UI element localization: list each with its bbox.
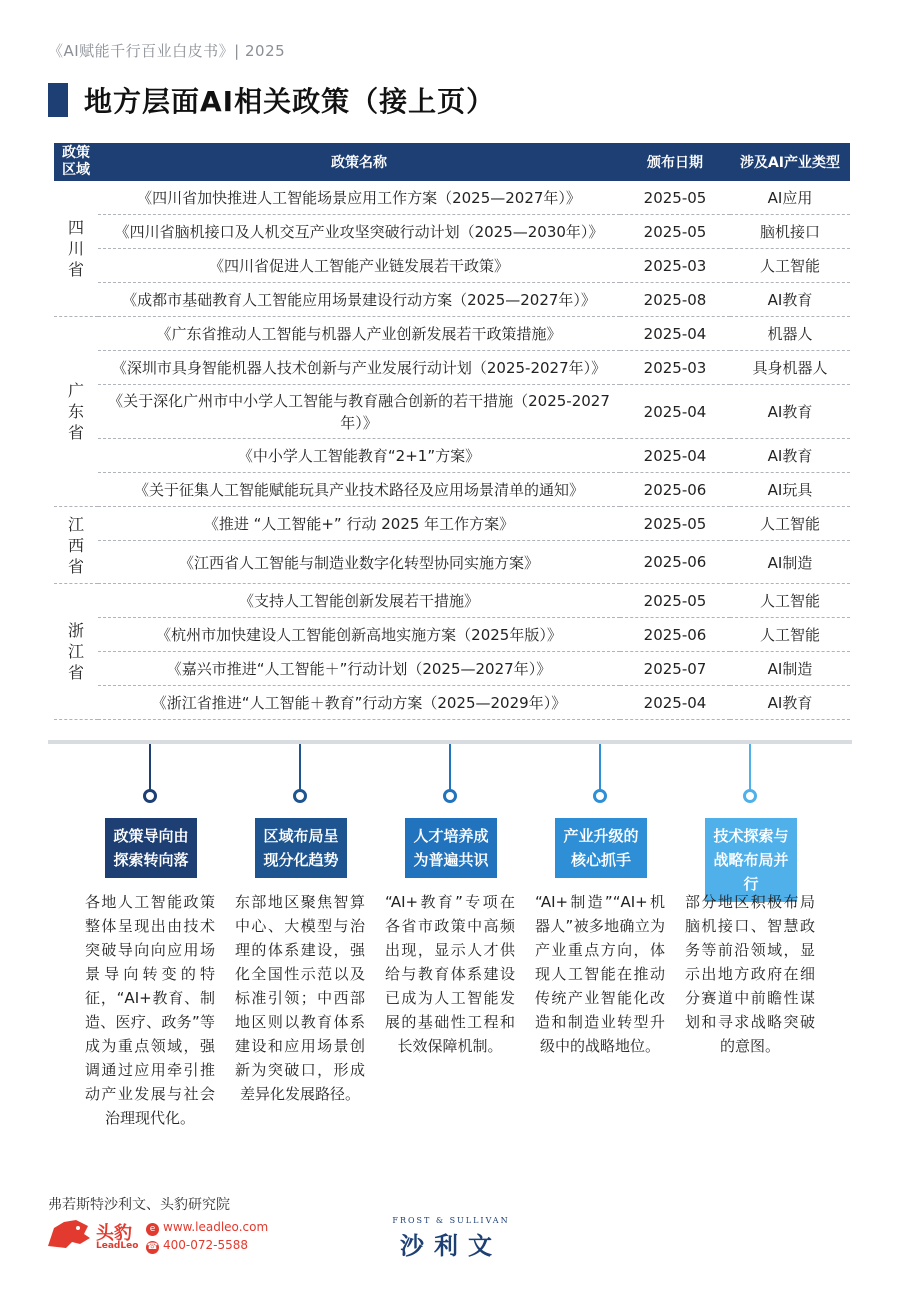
timeline-stem	[749, 744, 751, 790]
leadleo-logo-icon	[44, 1216, 94, 1252]
policy-date: 2025-04	[620, 686, 730, 720]
policy-table	[54, 143, 850, 720]
policy-type: AI教育	[730, 283, 850, 317]
policy-type: AI制造	[730, 541, 850, 584]
policy-name: 《江西省人工智能与制造业数字化转型协同实施方案》	[98, 541, 620, 584]
website-text: www.leadleo.com	[163, 1220, 269, 1234]
header-region: 政策区域	[54, 143, 98, 181]
policy-type: 具身机器人	[730, 351, 850, 385]
policy-date: 2025-05	[620, 584, 730, 618]
policy-name: 《四川省促进人工智能产业链发展若干政策》	[98, 249, 620, 283]
region-cell: 广东省	[54, 317, 98, 507]
insight-text: 各地人工智能政策整体呈现出由技术突破导向向应用场景导向转变的特征，“AI+教育、制造、医疗、政务”等成为重点领域，强调通过应用牵引推动产业发展与社会治理现代化。	[85, 893, 215, 1127]
policy-type: AI应用	[730, 181, 850, 215]
policy-type: AI制造	[730, 652, 850, 686]
policy-type: AI教育	[730, 439, 850, 473]
table-row	[54, 507, 850, 541]
phone-icon: ☎	[146, 1242, 159, 1252]
frost-sullivan-logo-en: FROST & SULLIVAN	[392, 1216, 510, 1225]
policy-type: 脑机接口	[730, 215, 850, 249]
region-cell: 浙江省	[54, 584, 98, 720]
website-contact[interactable]	[146, 1220, 268, 1236]
policy-name: 《嘉兴市推进“人工智能＋”行动计划（2025—2027年）》	[98, 652, 620, 686]
table-row	[54, 541, 850, 584]
table-row	[54, 351, 850, 385]
policy-type: 人工智能	[730, 507, 850, 541]
policy-name: 《四川省脑机接口及人机交互产业攻坚突破行动计划（2025—2030年）》	[98, 215, 620, 249]
table-row	[54, 473, 850, 507]
policy-date: 2025-04	[620, 439, 730, 473]
policy-date: 2025-05	[620, 507, 730, 541]
table-row	[54, 584, 850, 618]
policy-type: AI教育	[730, 686, 850, 720]
header-date: 颁布日期	[620, 143, 730, 181]
header-name: 政策名称	[98, 143, 620, 181]
source-note: 弗若斯特沙利文、头豹研究院	[48, 1197, 230, 1213]
page-title: 地方层面AI相关政策（接上页）	[84, 85, 496, 118]
policy-date: 2025-06	[620, 473, 730, 507]
policy-type: 人工智能	[730, 249, 850, 283]
policy-name: 《广东省推动人工智能与机器人产业创新发展若干政策措施》	[98, 317, 620, 351]
table-row	[54, 181, 850, 215]
timeline-dot	[143, 789, 157, 803]
policy-type: 人工智能	[730, 618, 850, 652]
table-row	[54, 385, 850, 439]
policy-name: 《成都市基础教育人工智能应用场景建设行动方案（2025—2027年）》	[98, 283, 620, 317]
policy-name: 《中小学人工智能教育“2+1”方案》	[98, 439, 620, 473]
report-header: 《AI赋能千行百业白皮书》| 2025	[48, 42, 286, 60]
timeline-stem	[149, 744, 151, 790]
timeline-dot	[593, 789, 607, 803]
page-title-block	[48, 80, 495, 120]
table-row	[54, 618, 850, 652]
timeline-stem	[299, 744, 301, 790]
policy-date: 2025-08	[620, 283, 730, 317]
policy-date: 2025-03	[620, 249, 730, 283]
table-row	[54, 215, 850, 249]
phone-text: 400-072-5588	[163, 1238, 249, 1252]
policy-type: 人工智能	[730, 584, 850, 618]
policy-name: 《浙江省推进“人工智能＋教育”行动方案（2025—2029年）》	[98, 686, 620, 720]
table-header-row	[54, 143, 850, 181]
title-accent-bar	[48, 83, 68, 117]
insight-text: 部分地区积极布局脑机接口、智慧政务等前沿领域，显示出地方政府在细分赛道中前瞻性谋划和寻求战略突破的意图。	[685, 893, 815, 1055]
timeline-stem	[449, 744, 451, 790]
policy-date: 2025-06	[620, 618, 730, 652]
leadleo-name: 头豹	[96, 1223, 132, 1244]
policy-name: 《深圳市具身智能机器人技术创新与产业发展行动计划（2025-2027年）》	[98, 351, 620, 385]
region-cell: 江西省	[54, 507, 98, 584]
policy-name: 《支持人工智能创新发展若干措施》	[98, 584, 620, 618]
policy-type: 机器人	[730, 317, 850, 351]
table-row	[54, 283, 850, 317]
table-row	[54, 686, 850, 720]
insight-title: 技术探索与战略布局并行	[705, 818, 797, 902]
policy-date: 2025-07	[620, 652, 730, 686]
timeline-stem	[599, 744, 601, 790]
leadleo-sub: LeadLeo	[96, 1241, 139, 1251]
policy-date: 2025-06	[620, 541, 730, 584]
phone-contact[interactable]	[146, 1238, 248, 1254]
policy-date: 2025-04	[620, 385, 730, 439]
policy-type: AI玩具	[730, 473, 850, 507]
table-row	[54, 317, 850, 351]
insight-text: “AI+教育”专项在各省市政策中高频出现，显示人才供给与教育体系建设已成为人工智能发展的基础性工程和长效保障机制。	[385, 893, 515, 1055]
policy-name: 《推进 “人工智能+” 行动 2025 年工作方案》	[98, 507, 620, 541]
policy-date: 2025-05	[620, 215, 730, 249]
insight-text: 东部地区聚焦智算中心、大模型与治理的体系建设，强化全国性示范以及标准引领；中西部地区则以教育体系建设和应用场景创新为突破口，形成差异化发展路径。	[235, 893, 365, 1103]
table-row	[54, 652, 850, 686]
frost-sullivan-logo-cn: 沙利文	[400, 1232, 502, 1260]
timeline-dot	[443, 789, 457, 803]
insight-text: “AI+制造”“AI+机器人”被多地确立为产业重点方向，体现人工智能在推动传统产业智能化改造和制造业转型升级中的战略地位。	[535, 893, 665, 1055]
policy-date: 2025-04	[620, 317, 730, 351]
insight-title: 人才培养成为普遍共识	[405, 818, 497, 878]
policy-name: 《杭州市加快建设人工智能创新高地实施方案（2025年版）》	[98, 618, 620, 652]
policy-date: 2025-05	[620, 181, 730, 215]
timeline-dot	[743, 789, 757, 803]
header-type: 涉及AI产业类型	[730, 143, 850, 181]
policy-name: 《关于深化广州市中小学人工智能与教育融合创新的若干措施（2025-2027年）》	[98, 385, 620, 439]
policy-name: 《四川省加快推进人工智能场景应用工作方案（2025—2027年）》	[98, 181, 620, 215]
insight-title: 政策导向由探索转向落	[105, 818, 197, 878]
table-row	[54, 249, 850, 283]
table-row	[54, 439, 850, 473]
policy-type: AI教育	[730, 385, 850, 439]
policy-date: 2025-03	[620, 351, 730, 385]
insight-title: 产业升级的核心抓手	[555, 818, 647, 878]
timeline-dot	[293, 789, 307, 803]
policy-name: 《关于征集人工智能赋能玩具产业技术路径及应用场景清单的通知》	[98, 473, 620, 507]
insight-title: 区域布局呈现分化趋势	[255, 818, 347, 878]
region-cell: 四川省	[54, 181, 98, 317]
web-icon: e	[146, 1223, 159, 1236]
